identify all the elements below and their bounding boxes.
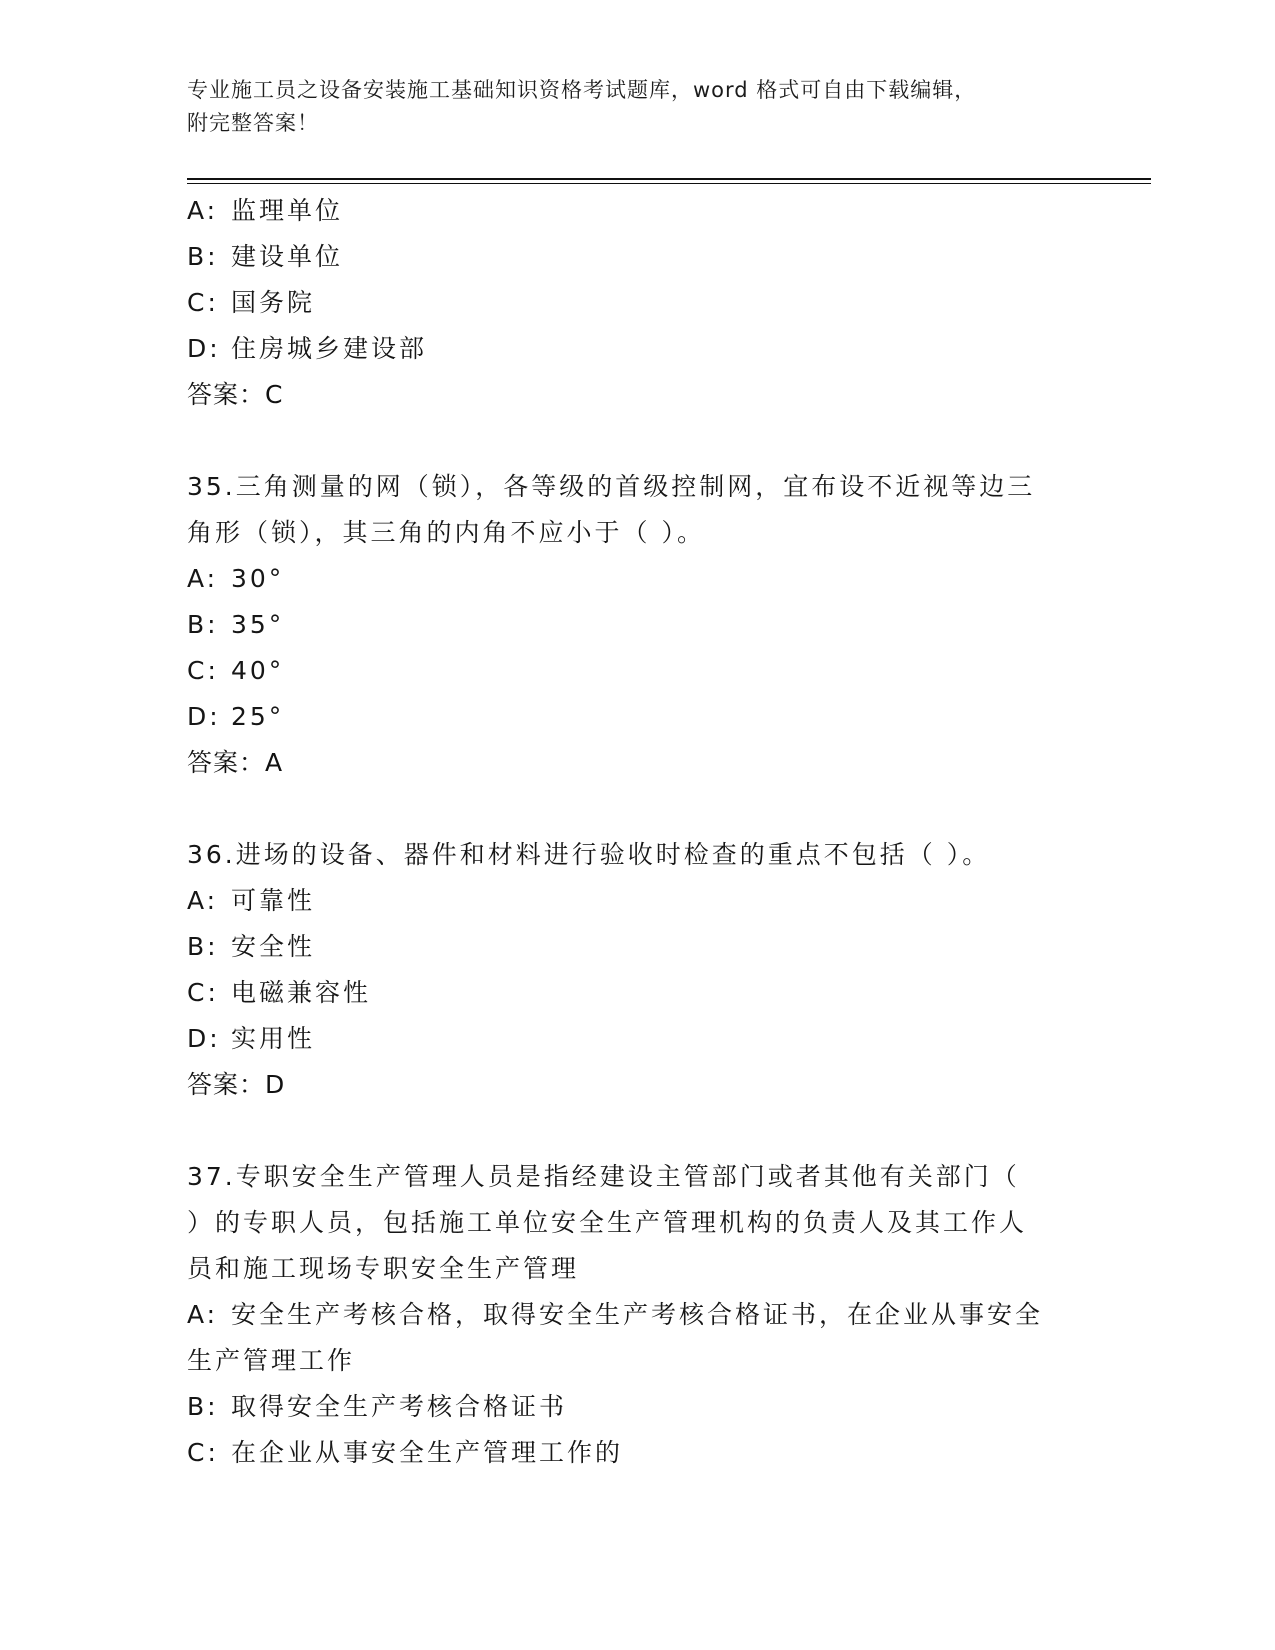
option-letter: D: [187,702,221,731]
option-letter: B: [187,242,219,271]
question-stem-line: 37.专职安全生产管理人员是指经建设主管部门或者其他有关部门（ [187,1162,1020,1191]
option-letter: A: [187,886,219,915]
option-text: 取得安全生产考核合格证书 [231,1392,568,1421]
header-divider-thin [187,183,1151,184]
question-stem-line: ）的专职人员，包括施工单位安全生产管理机构的负责人及其工作人 [187,1208,1028,1237]
option-text: 住房城乡建设部 [231,334,428,363]
option-text: 监理单位 [231,196,344,225]
question-36 [187,832,1067,1108]
option-text: 30° [231,564,285,593]
option-letter: C: [187,288,219,317]
header-line-1: 专业施工员之设备安装施工基础知识资格考试题库，word 格式可自由下载编辑， [187,78,977,102]
option-a [187,1292,1067,1338]
option-letter: D: [187,334,221,363]
option-b [187,602,1067,648]
option-letter: A: [187,564,219,593]
question-stem-line: 36.进场的设备、器件和材料进行验收时检查的重点不包括（ ）。 [187,840,991,869]
question-35 [187,464,1067,786]
option-text: 安全性 [231,932,316,961]
option-letter: A: [187,196,219,225]
option-d [187,1016,1067,1062]
document-header [187,74,1057,140]
option-letter: B: [187,1392,219,1421]
header-divider-thick [187,178,1151,180]
option-letter: B: [187,610,219,639]
option-letter: B: [187,932,219,961]
option-letter: A: [187,1300,219,1329]
option-c [187,1430,1067,1476]
question-stem-line: 角形（锁），其三角的内角不应小于（ ）。 [187,518,705,547]
question-37 [187,1154,1067,1476]
option-text: 40° [231,656,285,685]
option-letter: C: [187,1438,219,1467]
question-stem-line: 35.三角测量的网（锁），各等级的首级控制网，宜布设不近视等边三 [187,472,1036,501]
option-b [187,234,1067,280]
option-letter: D: [187,1024,221,1053]
option-d [187,694,1067,740]
option-c [187,970,1067,1016]
option-a-continued: 生产管理工作 [187,1346,356,1375]
option-text: 25° [231,702,285,731]
option-a [187,556,1067,602]
question-list [187,188,1067,1476]
answer-line: 答案：D [187,1070,286,1099]
option-a [187,878,1067,924]
option-text: 建设单位 [231,242,344,271]
option-b [187,1384,1067,1430]
option-text: 35° [231,610,285,639]
option-b [187,924,1067,970]
option-text: 实用性 [231,1024,316,1053]
option-c [187,648,1067,694]
option-text: 安全生产考核合格，取得安全生产考核合格证书，在企业从事安全 [231,1300,1044,1329]
option-letter: C: [187,656,219,685]
answer-line: 答案：A [187,748,284,777]
option-c [187,280,1067,326]
question-34-continued [187,188,1067,418]
option-a [187,188,1067,234]
answer-line: 答案：C [187,380,284,409]
option-text: 在企业从事安全生产管理工作的 [231,1438,624,1467]
header-line-2: 附完整答案！ [187,111,319,135]
option-d [187,326,1067,372]
option-text: 电磁兼容性 [231,978,372,1007]
option-letter: C: [187,978,219,1007]
option-text: 可靠性 [231,886,316,915]
question-stem-line: 员和施工现场专职安全生产管理 [187,1254,580,1283]
option-text: 国务院 [231,288,316,317]
